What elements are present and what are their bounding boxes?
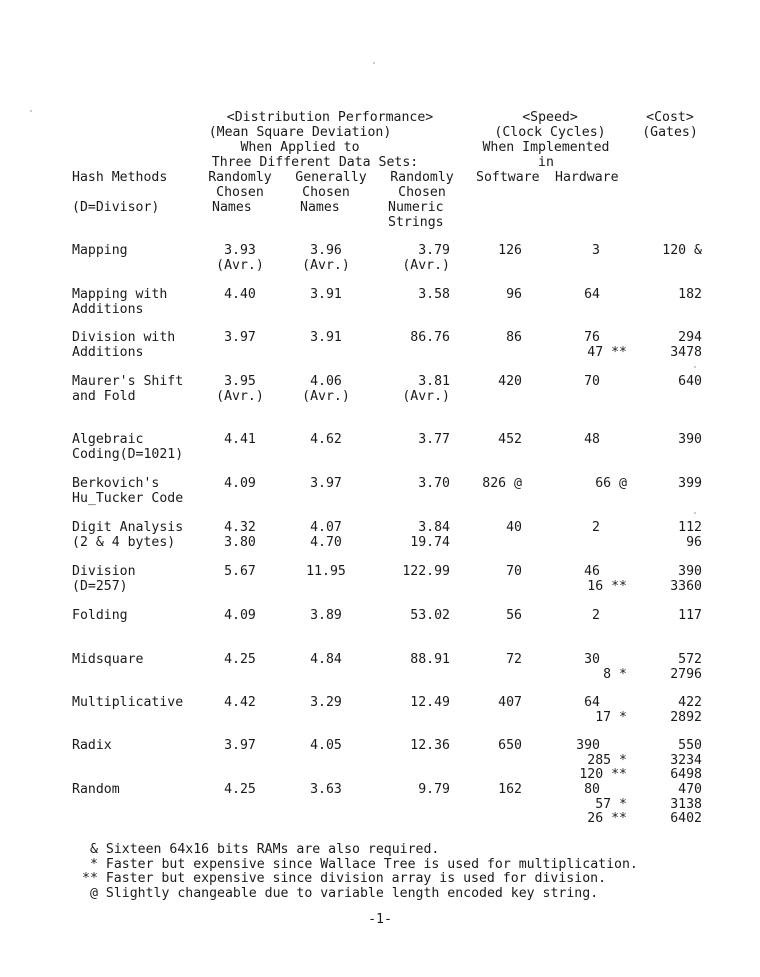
software-speed-value: 96 [506,287,522,302]
cost-header-line-1: <Cost> [646,110,694,125]
software-speed-value: 40 [506,520,522,535]
generally-chosen-names-value: 3.97 [310,476,342,491]
method-name: Division [72,564,136,579]
generally-chosen-names-value: 3.63 [310,782,342,797]
randomly-chosen-names-value: 4.42 [224,695,256,710]
cost-value: 6402 [670,811,702,827]
hardware-speed-value: 3 [592,243,600,258]
hash-methods-label: Hash Methods [72,170,168,185]
speed-header-line-1: <Speed> [522,110,578,125]
cost-value: 390 [678,432,702,447]
randomly-chosen-names-value: 5.67 [224,564,256,579]
generally-chosen-names-value: 3.89 [310,608,342,623]
hardware-speed-value: 80 [584,782,600,797]
numeric-strings-value: 19.74 [410,534,450,550]
method-name: Hu_Tucker Code [72,490,184,506]
software-speed-value: 126 [498,243,522,258]
hardware-speed-value: 8 * [603,666,627,682]
method-name: Coding(D=1021) [72,446,184,462]
cost-value: 390 [678,564,702,579]
cost-value: 96 [686,534,702,550]
cost-value: 6498 [670,767,702,783]
randomly-chosen-names-value: 4.25 [224,782,256,797]
col2-header-line-1: Generally [295,170,367,185]
software-speed-value: 420 [498,374,522,389]
numeric-strings-value: (Avr.) [402,388,450,404]
randomly-chosen-names-value: 4.09 [224,608,256,623]
randomly-chosen-names-value: 3.95 [224,374,256,389]
numeric-strings-value: 3.84 [418,520,450,535]
software-speed-value: 72 [506,652,522,667]
software-speed-value: 56 [506,608,522,623]
generally-chosen-names-value: 3.29 [310,695,342,710]
cost-value: 120 & [662,243,702,258]
generally-chosen-names-value: 11.95 [306,564,346,579]
hardware-label: Hardware [555,170,619,185]
col3-header-line-4: Strings [388,215,444,230]
numeric-strings-value: 9.79 [418,782,450,797]
generally-chosen-names-value: 3.91 [310,287,342,302]
numeric-strings-value: 3.77 [418,432,450,447]
cost-value: 572 [678,652,702,667]
hardware-speed-value: 120 ** [579,767,627,783]
method-name: Radix [72,738,112,753]
numeric-strings-value: 122.99 [402,564,450,579]
hardware-speed-value: 285 * [587,752,627,768]
numeric-strings-value: 88.91 [410,652,450,667]
generally-chosen-names-value: 4.70 [310,534,342,550]
method-name: Folding [72,608,128,623]
cost-value: 550 [678,738,702,753]
footnote-star: * Faster but expensive since Wallace Tree is used for multiplication. [90,857,638,872]
hardware-speed-value: 66 @ [595,476,627,491]
cost-value: 2892 [670,709,702,725]
randomly-chosen-names-value: 4.40 [224,287,256,302]
col2-header-line-2: Chosen [302,185,350,200]
cost-value: 640 [678,374,702,389]
generally-chosen-names-value: 4.07 [310,520,342,535]
footnote-ampersand: & Sixteen 64x16 bits RAMs are also required. [90,842,440,857]
generally-chosen-names-value: 3.91 [310,330,342,345]
hardware-speed-value: 390 [576,738,600,753]
numeric-strings-value: 12.49 [410,695,450,710]
cost-value: 399 [678,476,702,491]
cost-value: 112 [678,520,702,535]
hardware-speed-value: 16 ** [587,578,627,594]
dist-header-line-3: When Applied to [240,140,360,155]
hardware-speed-value: 57 * [595,796,627,812]
numeric-strings-value: 3.70 [418,476,450,491]
randomly-chosen-names-value: 4.32 [224,520,256,535]
software-label: Software [476,170,540,185]
cost-value: 422 [678,695,702,710]
method-name: Additions [72,344,144,360]
hardware-speed-value: 76 [584,330,600,345]
scan-speck [694,366,696,368]
method-name: (2 & 4 bytes) [72,534,176,550]
hardware-speed-value: 64 [584,695,600,710]
cost-value: 470 [678,782,702,797]
method-name: (D=257) [72,578,128,594]
randomly-chosen-names-value: 3.97 [224,738,256,753]
generally-chosen-names-value: 4.62 [310,432,342,447]
dist-header-line-2: (Mean Square Deviation) [208,125,392,140]
cost-value: 294 [678,330,702,345]
speed-header-line-3: When Implemented [482,140,610,155]
method-name: Mapping [72,243,128,258]
method-name: Midsquare [72,652,144,667]
numeric-strings-value: (Avr.) [402,257,450,273]
software-speed-value: 70 [506,564,522,579]
method-name: Maurer's Shift [72,374,184,389]
method-name: Algebraic [72,432,144,447]
method-name: Mapping with [72,287,168,302]
method-name: Multiplicative [72,695,184,710]
footnote-at: @ Slightly changeable due to variable length encoded key string. [90,886,599,901]
method-name: Random [72,782,120,797]
speed-header-line-2: (Clock Cycles) [494,125,606,140]
numeric-strings-value: 86.76 [410,330,450,345]
cost-value: 182 [678,287,702,302]
numeric-strings-value: 53.02 [410,608,450,623]
method-name: Digit Analysis [72,520,184,535]
randomly-chosen-names-value: 4.41 [224,432,256,447]
hardware-speed-value: 30 [584,652,600,667]
hardware-speed-value: 2 [592,608,600,623]
hardware-speed-value: 64 [584,287,600,302]
generally-chosen-names-value: 4.84 [310,652,342,667]
hardware-speed-value: 17 * [595,709,627,725]
generally-chosen-names-value: 4.05 [310,738,342,753]
hardware-speed-value: 26 ** [587,811,627,827]
numeric-strings-value: 3.58 [418,287,450,302]
scan-speck [373,62,375,64]
method-name: and Fold [72,388,136,404]
footnote-double-star: ** Faster but expensive since division array is used for division. [82,871,607,886]
cost-value: 117 [678,608,702,623]
hardware-speed-value: 46 [584,564,600,579]
hardware-speed-value: 48 [584,432,600,447]
col1-header-line-3: Names [212,200,252,215]
dist-header-line-4: Three Different Data Sets: [211,155,419,170]
divisor-label: (D=Divisor) [72,200,160,215]
randomly-chosen-names-value: 3.97 [224,330,256,345]
software-speed-value: 162 [498,782,522,797]
speed-header-line-4: in [538,155,554,170]
col3-header-line-1: Randomly [390,170,454,185]
cost-value: 3234 [670,752,702,768]
col2-header-line-3: Names [300,200,340,215]
randomly-chosen-names-value: 3.93 [224,243,256,258]
software-speed-value: 826 @ [482,476,522,491]
software-speed-value: 650 [498,738,522,753]
scan-speck [30,110,32,112]
generally-chosen-names-value: (Avr.) [302,388,350,404]
page-number: -1- [368,912,392,927]
col1-header-line-1: Randomly [208,170,272,185]
hardware-speed-value: 2 [592,520,600,535]
randomly-chosen-names-value: 4.09 [224,476,256,491]
generally-chosen-names-value: 4.06 [310,374,342,389]
cost-value: 3360 [670,578,702,594]
randomly-chosen-names-value: (Avr.) [216,388,264,404]
generally-chosen-names-value: (Avr.) [302,257,350,273]
numeric-strings-value: 3.81 [418,374,450,389]
software-speed-value: 452 [498,432,522,447]
col3-header-line-3: Numeric [388,200,444,215]
generally-chosen-names-value: 3.96 [310,243,342,258]
randomly-chosen-names-value: 3.80 [224,534,256,550]
software-speed-value: 86 [506,330,522,345]
software-speed-value: 407 [498,695,522,710]
method-name: Division with [72,330,176,345]
cost-value: 3138 [670,796,702,812]
cost-value: 3478 [670,344,702,360]
col3-header-line-2: Chosen [398,185,446,200]
cost-header-line-2: (Gates) [642,125,698,140]
numeric-strings-value: 12.36 [410,738,450,753]
randomly-chosen-names-value: 4.25 [224,652,256,667]
col1-header-line-2: Chosen [216,185,264,200]
cost-value: 2796 [670,666,702,682]
randomly-chosen-names-value: (Avr.) [216,257,264,273]
numeric-strings-value: 3.79 [418,243,450,258]
scan-speck [694,512,696,514]
method-name: Berkovich's [72,476,160,491]
hardware-speed-value: 70 [584,374,600,389]
method-name: Additions [72,301,144,317]
dist-header-line-1: <Distribution Performance> [226,110,434,125]
hardware-speed-value: 47 ** [587,344,627,360]
